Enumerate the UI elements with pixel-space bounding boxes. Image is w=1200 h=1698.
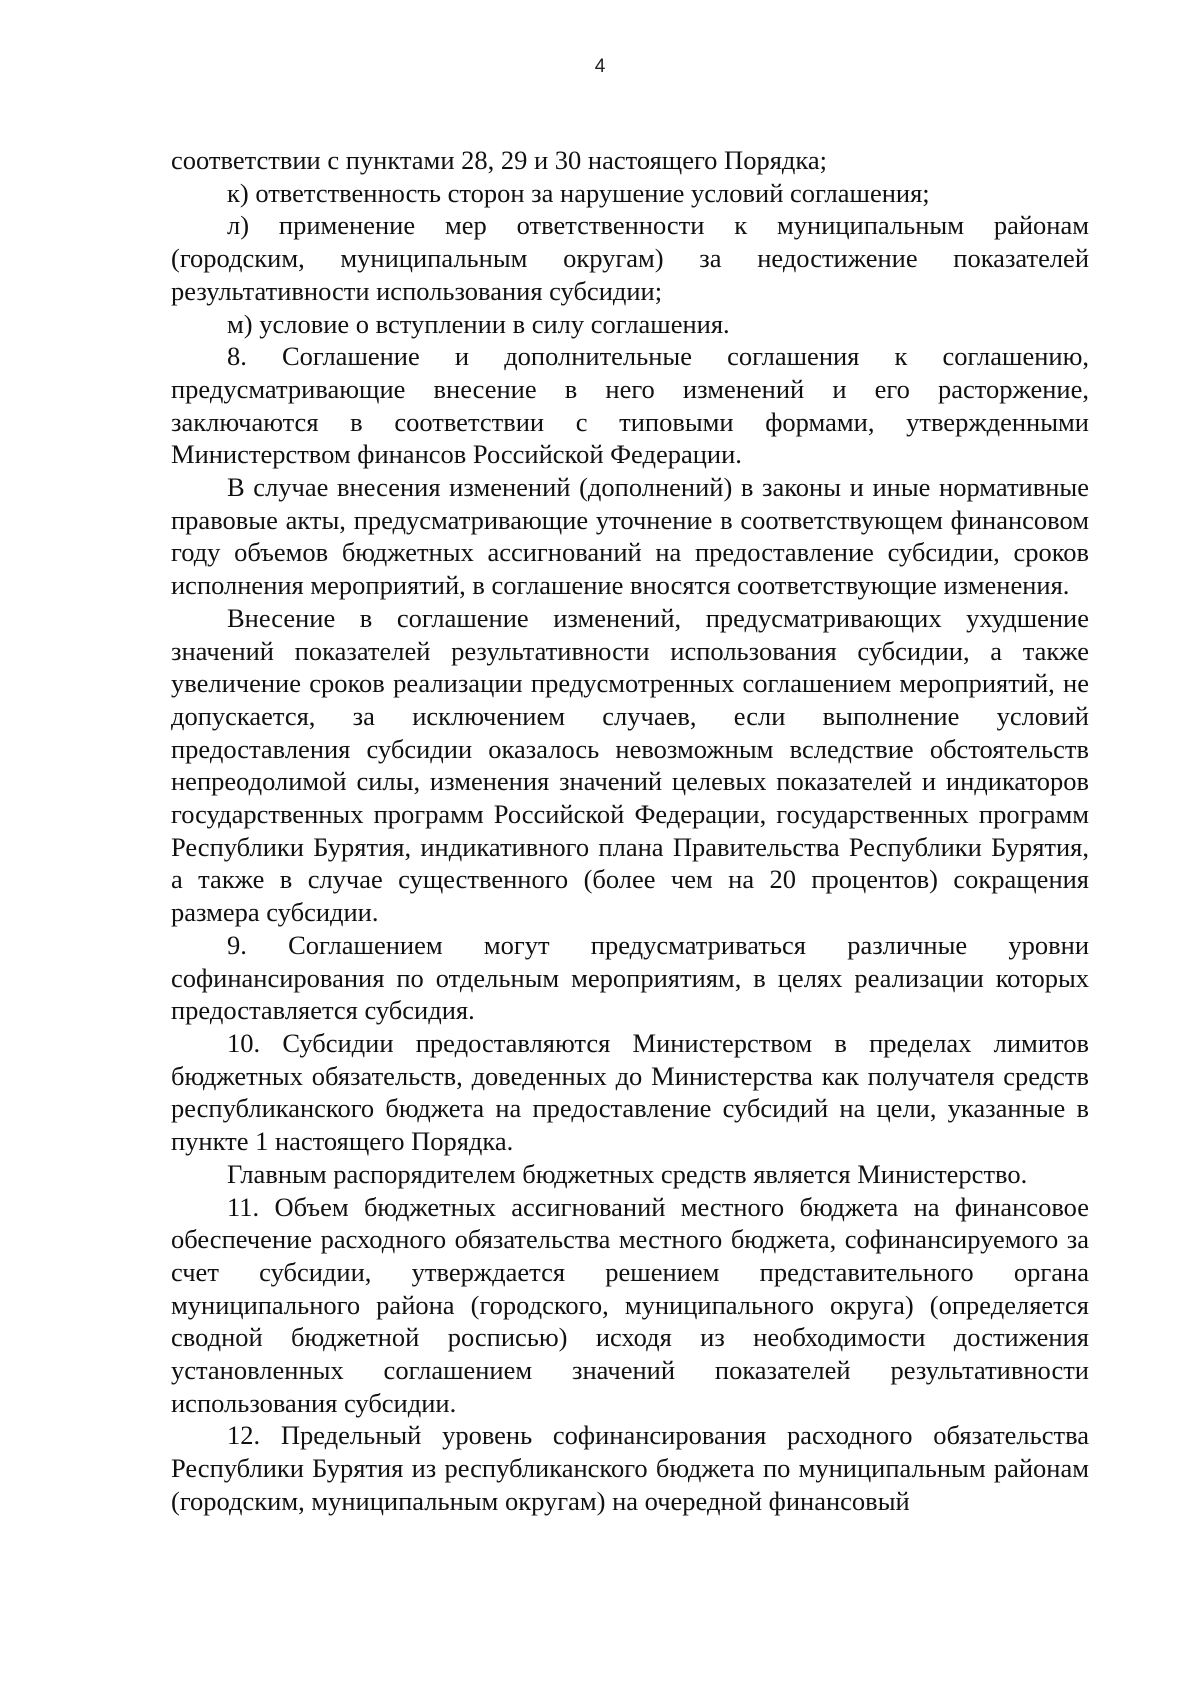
paragraph-4: м) условие о вступлении в силу соглашения. <box>227 308 730 339</box>
document-body <box>171 144 1089 1518</box>
paragraph-12: 12. Предельный уровень софинансирования расходного обязательства Республики Бурятия из республиканского бюджета по муниципальным районам (городским, муниципальным округам) на очередной финансовый <box>171 1420 1089 1516</box>
page-number: 4 <box>594 56 606 77</box>
paragraph-11: 11. Объем бюджетных ассигнований местного бюджета на финансовое обеспечение расходного обязательства местного бюджета, софинансируемого за счет субсидии, утверждается решением представительного органа муниципального района (городского, муниципального округа) (определяется сводной бюджетной росписью) исходя из необходимости достижения установленных соглашением значений показателей результативности использования субсидии. <box>171 1191 1089 1418</box>
paragraph-3: л) применение мер ответственности к муниципальным районам (городским, муниципальным округам) за недостижение показателей результативности использования субсидии; <box>171 210 1089 306</box>
paragraph-5: 8. Соглашение и дополнительные соглашения к соглашению, предусматривающие внесение в него изменений и его расторжение, заключаются в соответствии с типовыми формами, утвержденными Министерством финансов Российской Федерации. <box>171 341 1089 470</box>
paragraph-1: соответствии с пунктами 28, 29 и 30 настоящего Порядка; <box>171 145 827 175</box>
paragraph-2: к) ответственность сторон за нарушение условий соглашения; <box>227 177 930 208</box>
paragraph-6: В случае внесения изменений (дополнений) в законы и иные нормативные правовые акты, предусматривающие уточнение в соответствующем финансовом году объемов бюджетных ассигнований на предоставление субсидии, сроков исполнения мероприятий, в соглашение вносятся соответствующие изменения. <box>171 472 1089 601</box>
paragraph-10: Главным распорядителем бюджетных средств является Министерство. <box>227 1158 1028 1189</box>
paragraph-9: 10. Субсидии предоставляются Министерством в пределах лимитов бюджетных обязательств, доведенных до Министерства как получателя средств республиканского бюджета на предоставление субсидий на цели, указанные в пункте 1 настоящего Порядка. <box>171 1027 1089 1157</box>
paragraph-7: Внесение в соглашение изменений, предусматривающих ухудшение значений показателей результативности использования субсидии, а также увеличение сроков реализации предусмотренных соглашением мероприятий, не допускается, за исключением случаев, если выполнение условий предоставления субсидии оказалось невозможным вследствие обстоятельств непреодолимой силы, изменения значений целевых показателей и индикаторов государственных программ Российской Федерации, государственных программ Республики Бурятия, индикативного плана Правительства Республики Бурятия, а также в случае существенного (более чем на 20 процентов) сокращения размера субсидии. <box>171 602 1089 928</box>
paragraph-8: 9. Соглашением могут предусматриваться различные уровни софинансирования по отдельным мероприятиям, в целях реализации которых предоставляется субсидия. <box>171 929 1089 1026</box>
